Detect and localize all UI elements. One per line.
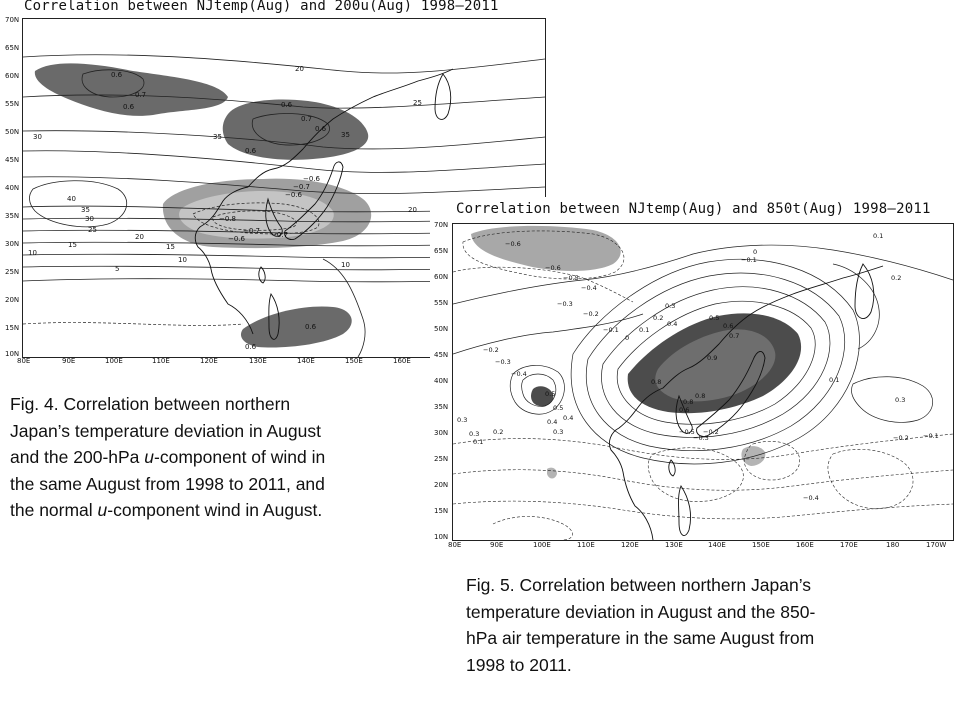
contour-label: 0.1 (873, 232, 884, 240)
lat-tick: 45N (434, 351, 449, 359)
contour-label: 0.9 (707, 354, 718, 362)
correlation-label: 0.6 (305, 323, 317, 331)
correlation-label: −0.6 (228, 235, 245, 243)
contour-label: −0.2 (583, 310, 599, 318)
contour-label: 25 (413, 99, 422, 107)
lat-tick: 30N (5, 240, 20, 248)
correlation-label: 0.6 (281, 101, 293, 109)
coastline-taiwan (259, 267, 265, 283)
lat-tick: 10N (434, 533, 449, 541)
contour-label: −0.4 (511, 370, 527, 378)
correlation-label: 0.6 (111, 71, 123, 79)
contour-label: 0.5 (545, 390, 556, 398)
figure-5-map-svg (453, 224, 953, 540)
contour-label: 0.6 (679, 406, 690, 414)
lon-tick: 130E (249, 357, 267, 365)
dashed-contour-line (648, 448, 743, 502)
correlation-label: 0.6 (123, 103, 135, 111)
contour-label: −0.6 (505, 240, 521, 248)
contour-label: 10 (341, 261, 350, 269)
contour-label: −0.3 (495, 358, 511, 366)
caption-line: the same August from 1998 to 2011, and (10, 473, 325, 494)
lon-tick: 160E (393, 357, 411, 365)
lat-tick: 20N (5, 296, 20, 304)
lon-tick: 90E (490, 541, 504, 549)
contour-label: 0.7 (729, 332, 740, 340)
contour-label: 35 (341, 131, 350, 139)
lon-tick: 100E (105, 357, 123, 365)
contour-label: −0.5 (679, 428, 695, 436)
correlation-label: 0.6 (245, 343, 257, 351)
contour-label: 0.4 (563, 414, 574, 422)
lon-tick: 170W (926, 541, 947, 549)
shade-region-pacific (241, 306, 352, 347)
contour-label: 40 (67, 195, 76, 203)
lon-tick: 120E (200, 357, 218, 365)
contour-label: 20 (408, 206, 417, 214)
caption-line: Fig. 4. Correlation between northern (10, 394, 291, 414)
correlation-label: −0.6 (303, 175, 320, 183)
coastline-philippines (679, 486, 691, 536)
lat-tick: 65N (434, 247, 449, 255)
contour-line (29, 181, 126, 227)
contour-label: 0.5 (553, 404, 564, 412)
contour-label: 25 (88, 226, 97, 234)
contour-label: 15 (166, 243, 175, 251)
contour-label: 30 (85, 215, 94, 223)
correlation-label: −0.7 (293, 183, 310, 191)
lon-tick: 140E (297, 357, 315, 365)
lat-tick: 70N (5, 16, 20, 24)
contour-label: 0 (625, 334, 630, 342)
contour-label: 20 (135, 233, 144, 241)
figure-5 (430, 197, 960, 555)
coastline-taiwan (669, 460, 675, 476)
contour-label: 10 (28, 249, 37, 257)
caption-line: temperature deviation in August and the 850- (466, 601, 816, 622)
coastline-kamchatka (435, 74, 451, 119)
contour-label: 35 (213, 133, 222, 141)
shade-region-sea (547, 468, 557, 479)
dashed-contour-line (493, 517, 572, 541)
contour-label: 0.1 (639, 326, 650, 334)
figure-5-caption (466, 572, 815, 678)
contour-label: 0.2 (891, 274, 902, 282)
correlation-label: −0.8 (219, 215, 236, 223)
caption-line: 1998 to 2011. (466, 654, 572, 675)
lat-tick: 40N (5, 184, 20, 192)
contour-label: 0 (753, 248, 758, 256)
figure-5-map (452, 223, 954, 541)
correlation-label: 0.7 (301, 115, 313, 123)
lat-tick: 35N (434, 403, 449, 411)
lon-tick: 80E (448, 541, 462, 549)
contour-label: −0.3 (557, 300, 573, 308)
contour-label: 0.8 (651, 378, 662, 386)
lon-tick: 100E (533, 541, 551, 549)
contour-label: −0.1 (741, 256, 757, 264)
contour-label: 0.5 (709, 314, 720, 322)
correlation-label: 0.6 (245, 147, 257, 155)
figure-4-caption (10, 391, 325, 524)
lon-tick: 170E (840, 541, 858, 549)
caption-italic-u: u (144, 447, 155, 467)
contour-label: 0.3 (895, 396, 906, 404)
lat-tick: 45N (5, 156, 20, 164)
contour-label: 35 (81, 206, 90, 214)
contour-label: 0.2 (653, 314, 664, 322)
lon-tick: 180 (886, 541, 900, 549)
lat-tick: 40N (434, 377, 449, 385)
lat-tick: 30N (434, 429, 449, 437)
contour-label: 0.3 (469, 430, 480, 438)
contour-label: −0.5 (563, 274, 579, 282)
lat-tick: 60N (434, 273, 449, 281)
contour-label: 20 (295, 65, 304, 73)
lat-tick: 35N (5, 212, 20, 220)
figure-5-title: Correlation between NJtemp(Aug) and 850t(Aug) 1998–2011 (456, 201, 931, 217)
caption-line: Fig. 5. Correlation between northern Japan’s (466, 575, 812, 595)
lon-tick: 80E (17, 357, 31, 365)
contour-label: 15 (68, 241, 77, 249)
correlation-label: −0.7 (271, 231, 288, 239)
contour-label: −0.2 (893, 434, 909, 442)
dashed-contour-line (23, 323, 243, 326)
contour-label: 0.8 (695, 392, 706, 400)
contour-label: 0.3 (553, 428, 564, 436)
caption-line: Japan’s temperature deviation in August (10, 420, 321, 441)
lon-tick: 140E (708, 541, 726, 549)
lat-tick: 20N (434, 481, 449, 489)
lat-tick: 10N (5, 350, 20, 358)
contour-label: −0.4 (581, 284, 597, 292)
lat-tick: 65N (5, 44, 20, 52)
contour-label: −0.4 (803, 494, 819, 502)
contour-label: 0.2 (493, 428, 504, 436)
lon-tick: 150E (345, 357, 363, 365)
contour-label: 0.3 (665, 302, 676, 310)
contour-label: 0.4 (547, 418, 558, 426)
contour-line (851, 377, 932, 423)
lat-tick: 60N (5, 72, 20, 80)
contour-label: −0.2 (703, 428, 719, 436)
correlation-label: 0.6 (315, 125, 327, 133)
dashed-contour-line (828, 449, 913, 508)
contour-label: 5 (115, 265, 120, 273)
contour-label: 0.8 (683, 398, 694, 406)
contour-label: 0.3 (457, 416, 468, 424)
lat-tick: 55N (5, 100, 20, 108)
lon-tick: 110E (152, 357, 170, 365)
contour-label: −0.1 (603, 326, 619, 334)
lat-tick: 15N (5, 324, 20, 332)
lat-tick: 70N (434, 221, 449, 229)
contour-label: −0.2 (483, 346, 499, 354)
contour-label: 0.6 (723, 322, 734, 330)
lon-tick: 120E (621, 541, 639, 549)
dashed-contour-line (453, 470, 953, 491)
lat-tick: 50N (5, 128, 20, 136)
caption-line: the normal u-component wind in August. (10, 500, 323, 520)
correlation-label: −0.7 (243, 227, 260, 235)
correlation-label: −0.6 (285, 191, 302, 199)
lon-tick: 150E (752, 541, 770, 549)
contour-label: 10 (178, 256, 187, 264)
lat-tick: 55N (434, 299, 449, 307)
caption-italic-u: u (97, 500, 108, 520)
figure-4-title: Correlation between NJtemp(Aug) and 200u(Aug) 1998–2011 (24, 0, 499, 14)
contour-line (453, 314, 643, 354)
correlation-label: 0.7 (135, 91, 147, 99)
lat-tick: 15N (434, 507, 449, 515)
contour-label: 0.4 (667, 320, 678, 328)
caption-line: hPa air temperature in the same August from (466, 628, 815, 648)
contour-label: 0.1 (829, 376, 840, 384)
lon-tick: 110E (577, 541, 595, 549)
lat-tick: 25N (434, 455, 449, 463)
contour-label: 0.1 (473, 438, 484, 446)
lon-tick: 90E (62, 357, 76, 365)
caption-line: and the 200-hPa u-component of wind in (10, 447, 326, 467)
lat-tick: 25N (5, 268, 20, 276)
contour-label: −0.6 (545, 264, 561, 272)
lat-tick: 50N (434, 325, 449, 333)
dashed-contour-line (453, 267, 633, 302)
contour-label: −0.3 (693, 434, 709, 442)
lon-tick: 160E (796, 541, 814, 549)
contour-label: −0.1 (923, 432, 939, 440)
contour-label: 30 (33, 133, 42, 141)
lon-tick: 130E (665, 541, 683, 549)
